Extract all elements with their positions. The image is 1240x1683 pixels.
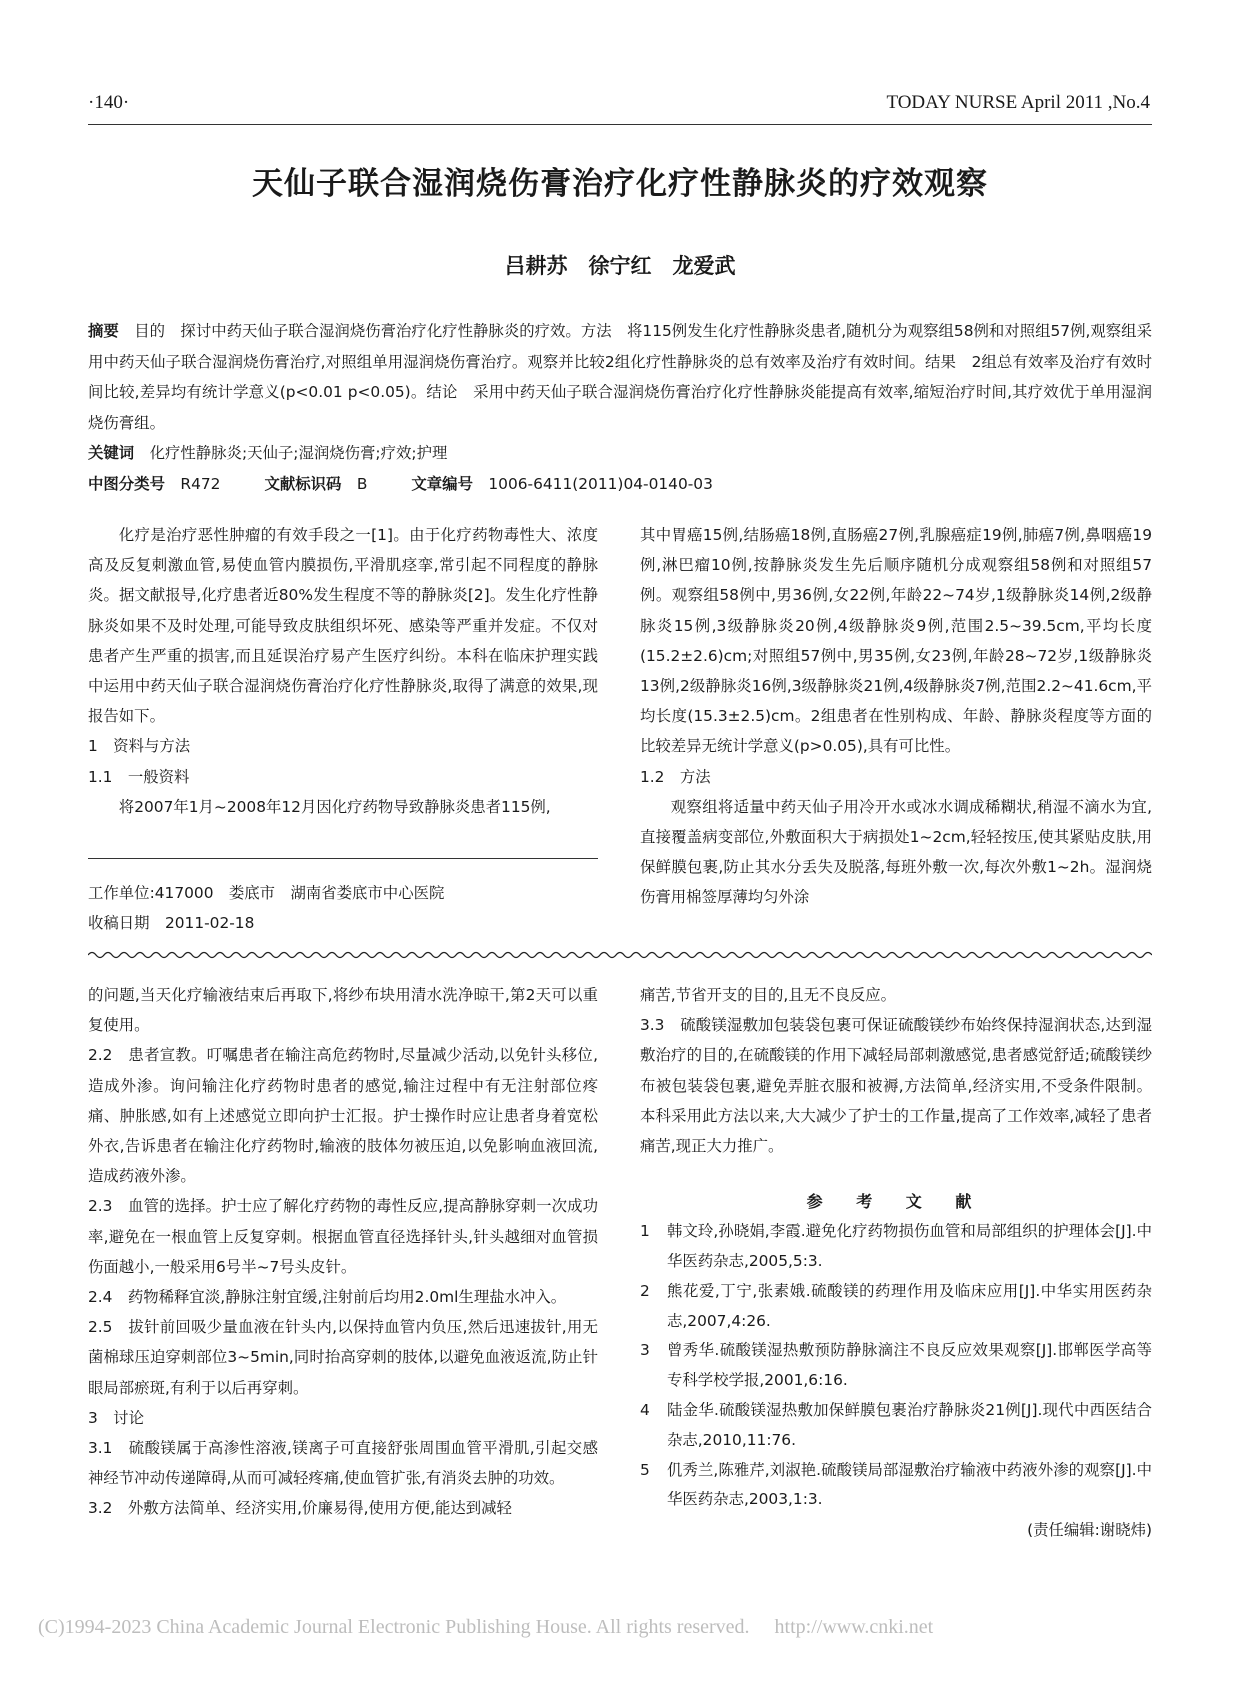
article-title: 天仙子联合湿润烧伤膏治疗化疗性静脉炎的疗效观察	[252, 166, 988, 202]
right-column-bottom	[640, 980, 1152, 1545]
section-3-1: 3.1 硫酸镁属于高渗性溶液,镁离子可直接舒张周围血管平滑肌,引起交感神经节冲动传递障碍,从而可减轻疼痛,使血管扩张,有消炎去肿的功效。	[88, 1439, 598, 1488]
reference-item	[640, 1277, 1152, 1337]
authors: 吕耕苏 徐宁红 龙爱武	[504, 254, 736, 278]
abstract	[88, 316, 1152, 438]
reference-number: 2	[640, 1281, 650, 1300]
reference-item	[640, 1396, 1152, 1456]
reference-text: 曾秀华.硫酸镁湿热敷预防静脉滴注不良反应效果观察[J].邯郸医学高等专科学校学报,2001,6:16.	[667, 1341, 1152, 1390]
section-2-3: 2.3 血管的选择。护士应了解化疗药物的毒性反应,提高静脉穿刺一次成功率,避免在一根血管上反复穿刺。根据血管直径选择针头,针头越细对血管损伤面越小,一般采用6号半~7号头皮针。	[88, 1197, 598, 1276]
method-paragraph: 观察组将适量中药天仙子用冷开水或冰水调成稀糊状,稍湿不滴水为宜,直接覆盖病变部位,外敷面积大于病损处1~2cm,轻轻按压,使其紧贴皮肤,用保鲜膜包裹,防止其水分丢失及脱落,每班外敷一次,每次外敷1~2h。湿润烧伤膏用棉签厚薄均匀外涂	[640, 797, 1152, 907]
reference-list	[640, 1217, 1152, 1515]
affiliation: 工作单位:417000 娄底市 湖南省娄底市中心医院	[88, 884, 445, 902]
reference-number: 1	[640, 1222, 650, 1241]
section-2-5: 2.5 拔针前回吸少量血液在针头内,以保持血管内负压,然后迅速拔针,用无菌棉球压迫穿刺部位3~5min,同时抬高穿刺的肢体,以避免血液返流,防止针眼局部瘀斑,有利于以后再穿刺。	[88, 1318, 598, 1397]
article-number-label: 文章编号	[411, 474, 473, 493]
reference-number: 3	[640, 1341, 650, 1360]
page-break-divider	[88, 948, 1152, 962]
abstract-label: 摘要	[88, 322, 119, 340]
reference-text: 仉秀兰,陈雅芹,刘淑艳.硫酸镁局部湿敷治疗输液中药液外渗的观察[J].中华医药杂志,2003,1:3.	[667, 1460, 1152, 1509]
doc-code-label: 文献标识码	[264, 474, 342, 493]
clc-value: R472	[180, 474, 221, 493]
received-date: 收稿日期 2011-02-18	[88, 914, 255, 933]
reference-item	[640, 1336, 1152, 1396]
references-heading: 参 考 文 献	[806, 1192, 986, 1212]
section-1-2-heading: 1.2 方法	[640, 767, 711, 786]
footnote-rule	[88, 858, 598, 859]
reference-item	[640, 1456, 1152, 1516]
abstract-block	[88, 316, 1152, 499]
section-3-2: 3.2 外敷方法简单、经济实用,价廉易得,使用方便,能达到减轻	[88, 1499, 512, 1518]
section-1-heading: 1 资料与方法	[88, 737, 191, 756]
page-number: ·140·	[88, 92, 130, 113]
reference-text: 陆金华.硫酸镁湿热敷加保鲜膜包裹治疗静脉炎21例[J].现代中西医结合杂志,2010,11:76.	[667, 1401, 1152, 1449]
reference-item	[640, 1217, 1152, 1277]
reference-text: 韩文玲,孙晓娟,李霞.避免化疗药物损伤血管和局部组织的护理体会[J].中华医药杂志,2005,5:3.	[667, 1222, 1152, 1271]
footnote	[88, 878, 598, 938]
keywords-label: 关键词	[88, 444, 135, 462]
section-1-1-paragraph: 将2007年1月~2008年12月因化疗药物导致静脉炎患者115例,	[118, 797, 551, 816]
abstract-text: 目的 探讨中药天仙子联合湿润烧伤膏治疗化疗性静脉炎的疗效。方法 将115例发生化疗性静脉炎患者,随机分为观察组58例和对照组57例,观察组采用中药天仙子联合湿润烧伤膏治疗,对照组单用湿润烧伤膏治疗。观察并比较2组化疗性静脉炎的总有效率及治疗有效时间。结果 2组总有效率及治疗有效时间比较,差异均有统计学意义(p<0.01 p<0.05)。结论 采用中药天仙子联合湿润烧伤膏治疗化疗性静脉炎能提高有效率,缩短治疗时间,其疗效优于单用湿润烧伤膏组。	[88, 322, 1152, 432]
classification	[88, 469, 1152, 500]
header-rule	[88, 124, 1152, 125]
right-column-top	[640, 520, 1152, 913]
copyright-notice: (C)1994-2023 China Academic Journal Electronic Publishing House. All rights reserved. http://www.cnki.net	[38, 1616, 934, 1638]
reference-number: 5	[640, 1460, 650, 1479]
keywords	[88, 438, 1152, 469]
editor-note: (责任编辑:谢晓炜)	[1027, 1521, 1152, 1540]
section-2-2: 2.2 患者宣教。叮嘱患者在输注高危药物时,尽量减少活动,以免针头移位,造成外渗。询问输注化疗药物时患者的感觉,输注过程中有无注射部位疼痛、肿胀感,如有上述感觉立即向护士汇报。护士操作时应让患者身着宽松外衣,告诉患者在输注化疗药物时,输液的肢体勿被压迫,以免影响血液回流,造成药液外渗。	[88, 1046, 598, 1186]
section-1-1-heading: 1.1 一般资料	[88, 767, 190, 786]
continued-paragraph-right: 痛苦,节省开支的目的,且无不良反应。	[640, 986, 897, 1004]
section-2-4: 2.4 药物稀释宜淡,静脉注射宜缓,注射前后均用2.0ml生理盐水冲入。	[88, 1288, 567, 1307]
reference-text: 熊花爱,丁宁,张素娥.硫酸镁的药理作用及临床应用[J].中华实用医药杂志,2007,4:26.	[667, 1281, 1152, 1330]
intro-paragraph: 化疗是治疗恶性肿瘤的有效手段之一[1]。由于化疗药物毒性大、浓度高及反复刺激血管,易使血管内膜损伤,平滑肌痉挛,常引起不同程度的静脉炎。据文献报导,化疗患者近80%发生程度不等的静脉炎[2]。发生化疗性静脉炎如果不及时处理,可能导致皮肤组织坏死、感染等严重并发症。不仅对患者产生严重的损害,而且延误治疗易产生医疗纠纷。本科在临床护理实践中运用中药天仙子联合湿润烧伤膏治疗化疗性静脉炎,取得了满意的效果,现报告如下。	[88, 526, 598, 726]
keywords-text: 化疗性静脉炎;天仙子;湿润烧伤膏;疗效;护理	[149, 444, 448, 462]
left-column-bottom	[88, 980, 598, 1524]
left-column-top	[88, 520, 598, 822]
patient-data-paragraph: 其中胃癌15例,结肠癌18例,直肠癌27例,乳腺癌症19例,肺癌7例,鼻咽癌19例,淋巴瘤10例,按静脉炎发生先后顺序随机分成观察组58例和对照组57例。观察组58例中,男36例,女22例,年龄22~74岁,1级静脉炎14例,2级静脉炎15例,3级静脉炎20例,4级静脉炎9例,范围2.5~39.5cm,平均长度(15.2±2.6)cm;对照组57例中,男35例,女23例,年龄28~72岁,1级静脉炎13例,2级静脉炎16例,3级静脉炎21例,4级静脉炎7例,范围2.2~41.6cm,平均长度(15.3±2.5)cm。2组患者在性别构成、年龄、静脉炎程度等方面的比较差异无统计学意义(p>0.05),具有可比性。	[640, 526, 1152, 756]
section-3-heading: 3 讨论	[88, 1408, 144, 1427]
reference-number: 4	[640, 1401, 650, 1419]
doc-code-value: B	[356, 474, 368, 493]
clc-label: 中图分类号	[88, 474, 165, 493]
article-number-value: 1006-6411(2011)04-0140-03	[488, 474, 713, 493]
continued-paragraph: 的问题,当天化疗输液结束后再取下,将纱布块用清水洗净晾干,第2天可以重复使用。	[88, 986, 598, 1035]
journal-header: TODAY NURSE April 2011 ,No.4	[886, 92, 1150, 113]
section-3-3: 3.3 硫酸镁湿敷加包装袋包裹可保证硫酸镁纱布始终保持湿润状态,达到湿敷治疗的目的,在硫酸镁的作用下减轻局部刺激感觉,患者感觉舒适;硫酸镁纱布被包装袋包裹,避免弄脏衣服和被褥,方法简单,经济实用,不受条件限制。本科采用此方法以来,大大减少了护士的工作量,提高了工作效率,减轻了患者痛苦,现正大力推广。	[640, 1016, 1152, 1156]
